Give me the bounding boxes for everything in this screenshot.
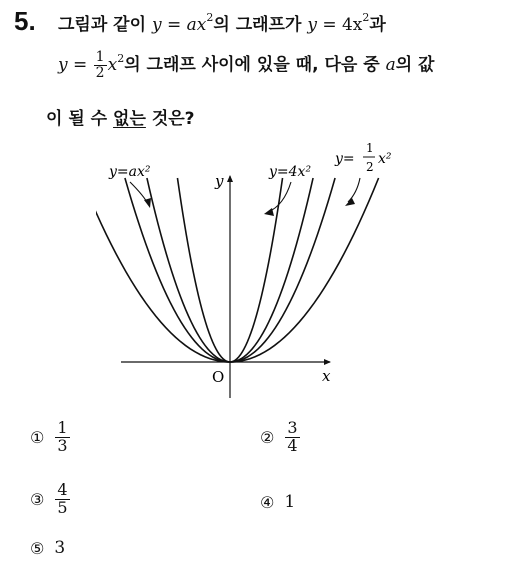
choice-number: ④ — [260, 492, 275, 512]
graph-label-y-half-x2 — [334, 141, 392, 174]
parabola-graph — [96, 140, 406, 402]
question-line-1: 그림과 같이 $y = ax^2$의 그래프가 $y = 4x^2$과 — [58, 11, 386, 35]
math-y: y — [58, 55, 68, 76]
question-number: 5. — [14, 6, 36, 36]
math-exponent: 2 — [206, 11, 214, 25]
choice-fraction: $\frac{3}{4}$ — [287, 418, 298, 455]
y-axis-label: y — [215, 172, 224, 190]
choice-4[interactable] — [260, 492, 295, 512]
choice-3[interactable] — [30, 482, 71, 517]
choice-value: 3 — [54, 538, 66, 558]
svg-text:1: 1 — [366, 141, 374, 155]
y-axis-arrow-icon — [227, 175, 233, 182]
graph-label-y-ax2: y=ax² — [109, 164, 151, 180]
math-exponent: 2 — [117, 51, 125, 65]
question-text: 과 — [369, 15, 386, 35]
parabola-curve-4 — [96, 178, 379, 362]
question-line-3 — [46, 104, 195, 129]
choice-number: ② — [260, 427, 275, 447]
math-y: y — [307, 15, 317, 35]
svg-text:y=: y= — [335, 151, 355, 167]
graph-label-y-4x2: y=4x² — [269, 164, 312, 180]
math-x: x — [107, 55, 118, 76]
choice-5[interactable] — [30, 538, 65, 558]
question-text: 의 값 — [395, 55, 435, 76]
math-a: a — [385, 55, 396, 76]
math-ax: ax — [186, 15, 207, 35]
question-text: 그림과 같이 — [58, 15, 147, 35]
label-pointer-right — [348, 178, 360, 202]
svg-text:x²: x² — [378, 151, 392, 167]
choice-2[interactable] — [260, 420, 301, 455]
choice-number: ③ — [30, 489, 45, 509]
choice-number: ⑤ — [30, 538, 45, 558]
parabola-curves — [96, 178, 379, 362]
question-text: 이 될 수 — [46, 109, 108, 129]
question-text: 것은? — [151, 109, 195, 129]
origin-label: O — [212, 368, 225, 386]
svg-text:2: 2 — [366, 160, 374, 174]
choice-value: 1 — [284, 492, 296, 512]
math-exponent: 2 — [362, 11, 370, 25]
math-y: y — [151, 15, 162, 35]
choice-number: ① — [30, 427, 45, 447]
math-fraction: $\frac{1}{2}$ — [95, 49, 105, 81]
question-line-2: y = $\frac{1}{2}$ $x^2$의 그래프 사이에 있을 때, 다음 중 a의 값 — [58, 49, 435, 81]
x-axis-label: x — [322, 367, 331, 385]
question-text: 의 그래프 사이에 있을 때, 다음 중 — [124, 55, 380, 76]
choice-fraction: $\frac{1}{3}$ — [57, 418, 68, 455]
choice-1[interactable] — [30, 420, 71, 455]
x-axis-arrow-icon — [324, 359, 331, 365]
choice-fraction: $\frac{4}{5}$ — [57, 480, 68, 517]
underlined-word: 없는 — [113, 109, 146, 129]
question-text: 의 그래프가 — [213, 15, 302, 35]
math-4x: 4x — [341, 15, 363, 35]
